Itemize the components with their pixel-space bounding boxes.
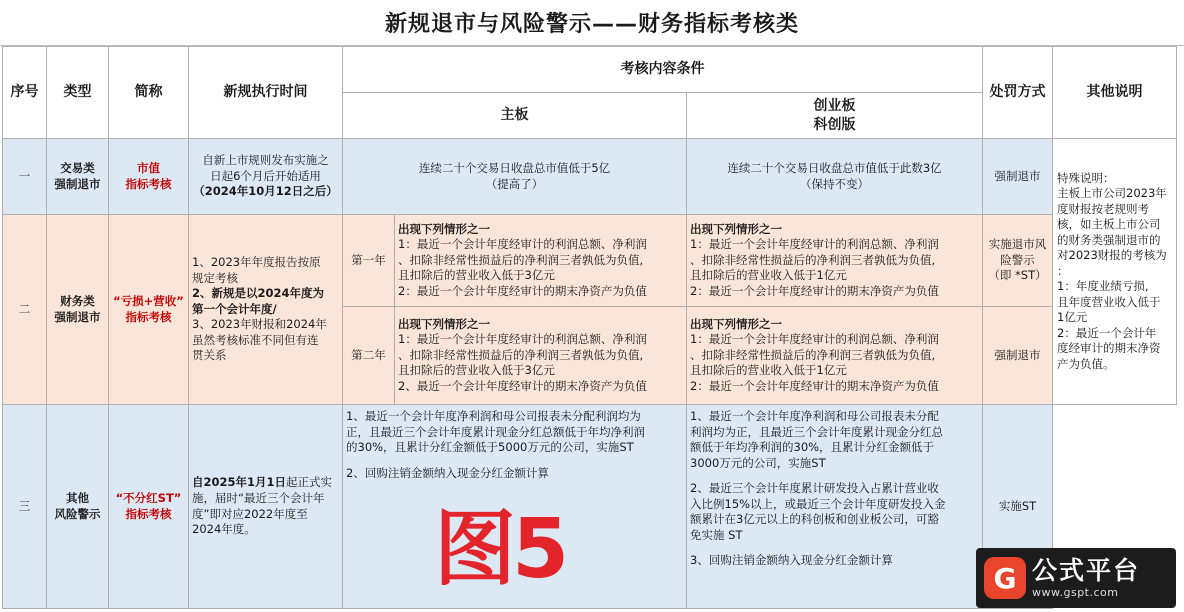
row3-time-line: 施，届时“最近三个会计年 [192,490,325,505]
row2-abbr-line1: “亏损+营收” [113,293,184,308]
row1-time [189,139,343,215]
logo-mark-letter: G [993,561,1017,595]
row1-chinext-condition [687,139,983,215]
cond-line: 、扣除非经常性损益后的净利润三者孰低为负值, [398,347,644,362]
header-notes: 其他说明 [1053,47,1177,139]
row2-time-line: 第一个会计年度/ [192,301,277,316]
assessment-table [2,46,1177,609]
side-note-line: 主板上市公司2023年 [1057,186,1167,201]
row3-chinext-condition [687,405,983,609]
cond-line: 3、回购注销金额纳入现金分红金额计算 [690,553,893,568]
cond-line: 且扣除后的营业收入低于1亿元 [690,363,847,378]
side-note-line: 1：年度业绩亏损, [1057,279,1149,294]
side-note-line: 特殊说明： [1057,170,1115,185]
cond-line: 1、最近一个会计年度净利润和母公司报表未分配利润均为 [346,409,641,423]
header-chinext [687,93,983,139]
cond-line: 3000万元的公司，实施ST [690,455,826,470]
penalty-line: 险警示 [1000,252,1035,267]
side-note-line: ： [1057,263,1069,278]
side-note-line: 对2023财报的考核为 [1057,248,1167,263]
header-penalty: 处罚方式 [983,47,1053,139]
side-note-line: 2：最近一个会计年 [1057,325,1157,340]
cond-line: 、扣除非经常性损益后的净利润三者孰低为负值, [690,347,936,362]
row1-seq: 一 [3,139,47,215]
row2-year2-label: 第二年 [343,307,395,405]
side-note [1053,139,1177,405]
cond-line: 1：最近一个会计年度经审计的利润总额、净利润 [398,237,647,252]
header-main-board: 主板 [343,93,687,139]
row2-year1-label: 第一年 [343,215,395,307]
row2-time-line: 3、2023年财报和2024年 [192,317,327,332]
cond-line: 出现下列情形之一 [398,316,490,331]
row2-year1-penalty [983,215,1053,307]
header-seq: 序号 [3,47,47,139]
row2-abbr-line2: 指标考核 [125,309,172,324]
row3-abbr-line2: 指标考核 [125,506,172,521]
row2-time-line: 贯关系 [192,348,227,363]
row3-time-line: 起正式实 [286,475,333,490]
cond-line: 出现下列情形之一 [690,316,782,331]
row2-type [47,215,109,405]
cond-line [346,456,683,466]
side-note-line: 的财务类强制退市的 [1057,232,1161,247]
logo-text [1032,556,1140,600]
cond-line: 1、最近一个会计年度净利润和母公司报表未分配 [690,409,939,423]
row1-main-line: 连续二十个交易日收盘总市值低于5亿 [418,160,611,175]
cond-line: 入比例15%以上，或最近三个会计年度研发投入金 [690,496,946,511]
row1-abbr [109,139,189,215]
row1-abbr-line1: 市值 [137,160,160,175]
cond-line: 免实施 ST [690,527,743,542]
row1-time-line: （2024年10月12日之后） [193,184,338,199]
row2-abbr [109,215,189,405]
row3-seq: 三 [3,405,47,609]
cond-line: 2：最近一个会计年度经审计的期末净资产为负值 [690,283,939,298]
row3-type [47,405,109,609]
row1-main-condition [343,139,687,215]
row2-time-line: 虽然考核标准不同但有连 [192,332,319,347]
row1-chinext-line: 连续二十个交易日收盘总市值低于此数3亿 [727,160,942,175]
row3-time [189,405,343,609]
row1-chinext-line: （保持不变） [800,176,869,191]
row3-type-line2: 风险警示 [54,506,101,521]
row3-time-line: 2024年度。 [192,522,256,537]
cond-line: 额累计在3亿元以上的科创板和创业板公司，可豁 [690,512,939,527]
cond-line: 且扣除后的营业收入低于1亿元 [690,268,847,283]
penalty-line: （即 *ST） [988,268,1047,283]
cond-line: 、扣除非经常性损益后的净利润三者孰低为负值, [398,252,644,267]
row2-time-line: 规定考核 [192,270,238,285]
side-note-line: 度经审计的期末净资 [1057,341,1161,356]
side-note-line: 核，如主板上市公司 [1057,217,1161,232]
row2-year1-main [395,215,687,307]
header-chinext-line1: 创业板 [813,97,856,114]
penalty-line: 实施退市风 [988,237,1047,252]
row1-time-line: 自新上市规则发布实施之 [202,153,329,168]
logo-url: www.gspt.com [1032,586,1119,599]
row3-abbr-line1: “不分红ST” [115,490,182,505]
table-row [3,215,1177,307]
cond-line: 2、最近一个会计年度经审计的期末净资产为负值 [398,378,647,393]
header-abbr: 简称 [109,47,189,139]
cond-line: 2：最近一个会计年度经审计的期末净资产为负值 [398,283,647,298]
cond-line: 1：最近一个会计年度经审计的利润总额、净利润 [690,332,939,347]
cond-line: 2：最近一个会计年度经审计的期末净资产为负值 [690,378,939,393]
row3-abbr [109,405,189,609]
cond-line: 1：最近一个会计年度经审计的利润总额、净利润 [398,332,647,347]
row2-time-line: 1、2023年年度报告按原 [192,255,321,270]
cond-line [690,471,979,481]
table-row [3,139,1177,215]
row2-time [189,215,343,405]
row1-time-line: 日起6个月后开始适用 [210,168,321,183]
cond-line: 且扣除后的营业收入低于3亿元 [398,268,555,283]
row1-type [47,139,109,215]
row2-year1-chinext [687,215,983,307]
row3-type-line1: 其他 [66,490,89,505]
row2-year2-main [395,307,687,405]
row2-seq: 二 [3,215,47,405]
cond-line: 出现下列情形之一 [398,221,490,236]
cond-line: 1：最近一个会计年度经审计的利润总额、净利润 [690,237,939,252]
row2-year2-chinext [687,307,983,405]
side-note-line: 1亿元 [1057,310,1088,325]
row2-time-line: 2、新规是以2024年度为 [192,286,325,301]
cond-line: 且扣除后的营业收入低于3亿元 [398,363,555,378]
header-time: 新规执行时间 [189,47,343,139]
header-type: 类型 [47,47,109,139]
row3-time-line: 度”即对应2022年度至 [192,506,308,521]
row1-type-line2: 强制退市 [54,176,101,191]
cond-line: 2、回购注销金额纳入现金分红金额计算 [346,465,549,480]
cond-line: 利润均为正，且最近三个会计年度累计现金分红总 [690,424,943,439]
row2-type-line2: 强制退市 [54,309,101,324]
header-chinext-line2: 科创版 [813,116,856,133]
cond-line: 出现下列情形之一 [690,221,782,236]
row1-penalty: 强制退市 [983,139,1053,215]
row3-time-bold: 自2025年1月1日 [192,475,287,490]
row1-type-line1: 交易类 [60,160,95,175]
cond-line [690,543,979,553]
header-conditions: 考核内容条件 [343,47,983,93]
cond-line: 2、最近三个会计年度累计研发投入占累计营业收 [690,481,939,496]
cond-line: 正，且最近三个会计年度累计现金分红总额低于年均净利润 [346,424,645,439]
side-note-line: 且年度营业收入低于 [1057,294,1161,309]
side-note-line: 度财报按老规则考 [1057,201,1150,216]
figure-label: 图5 [434,502,566,597]
row1-abbr-line2: 指标考核 [125,176,172,191]
brand-logo [976,548,1176,608]
page-title: 新规退市与风险警示——财务指标考核类 [0,0,1184,46]
cond-line: 的30%，且累计分红金额低于5000万元的公司，实施ST [346,440,634,455]
logo-mark-icon [984,557,1026,599]
side-note-line: 产为负值。 [1057,356,1115,371]
row1-main-line: （提高了） [485,176,544,191]
logo-name: 公式平台 [1032,556,1141,585]
row3-penalty: 实施ST [983,405,1053,609]
row2-year2-penalty: 强制退市 [983,307,1053,405]
row2-type-line1: 财务类 [60,293,95,308]
cond-line: 额低于年均净利润的30%，且累计分红金额低于 [690,440,935,455]
cond-line: 、扣除非经常性损益后的净利润三者孰低为负值, [690,252,936,267]
